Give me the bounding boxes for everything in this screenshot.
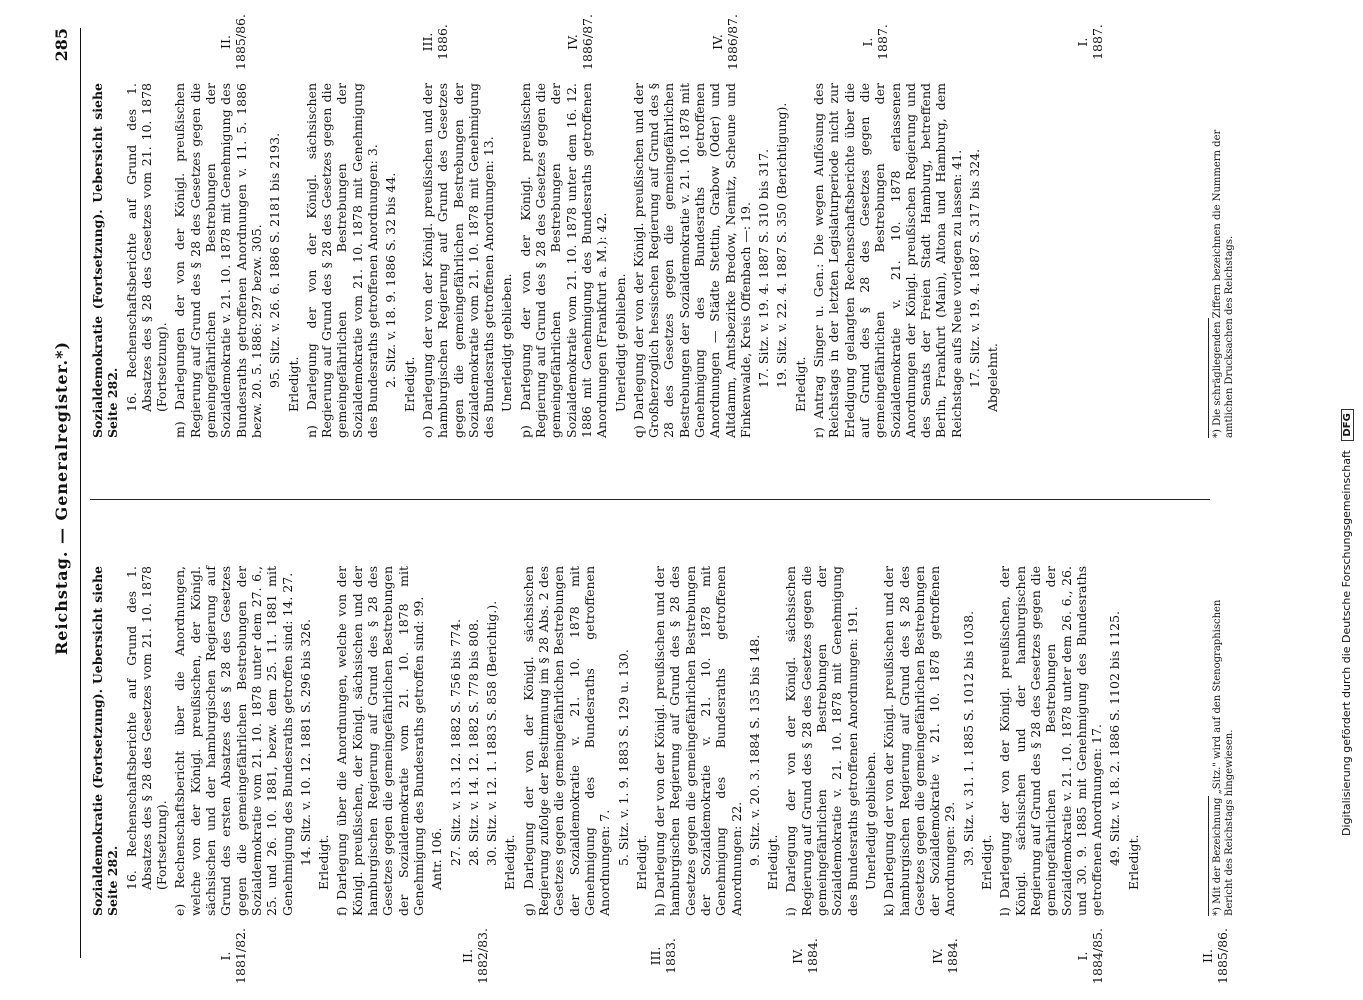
entry-n: n) Darlegung der von der Königl. sächsischen Regierung auf Grund des § 28 des Gesetzes gegen die gemeingefährlichen Bestrebungen der Sozialdemokratie vom 21. 10. 1878 mit Genehmigung des Bundesraths getroffenen Anordnungen: 3. (303, 83, 381, 438)
entry-o: o) Darlegung der von der Königl. preußischen und der hamburgischen Regierung auf Grund des Gesetzes gegen die gemeingefährlichen Bestrebungen der Sozialdemokratie vom 21. 10. 1878 mit Genehmigung des Bundesraths getroffenen Anordnungen: 13. (419, 83, 497, 438)
stamp-text (1336, 6, 1358, 836)
left-margin (90, 920, 1230, 992)
entry-status: Erledigt. (285, 356, 301, 412)
running-title: Reichstag. — Generalregister.*) (52, 340, 71, 656)
left-column (90, 566, 1200, 916)
entry-ref: 17. Sitz. v. 19. 4. 1887 S. 310 bis 317. (756, 148, 772, 388)
entry-status: Erledigt. (502, 834, 518, 890)
session-label: II. 1885/86. (1200, 928, 1230, 984)
entry-status: Erledigt. (401, 356, 417, 412)
session-label: IV. 1886/87. (710, 14, 740, 70)
session-label: I. 1884/85. (1075, 928, 1105, 984)
entry-k: k) Darlegung der von der Königl. preußischen und der hamburgischen Regierung auf Grund des § 28 des Gesetzes gegen die gemeingefährlichen Bestrebungen der Sozialdemokratie v. 21. 10. 1878 getroffenen Anordnungen: 29. (881, 566, 958, 916)
session-label: I. 1881/82. (218, 928, 248, 984)
entry-ref: 5. Sitz. v. 1. 9. 1883 S. 129 u. 130. (615, 649, 631, 866)
entry-status: Erledigt. (979, 834, 995, 890)
section-heading: Sozialdemokratie (Fortsetzung). Uebersicht siehe Seite 282. (90, 566, 121, 916)
session-label: III. 1883. (648, 938, 678, 974)
entry-i: i) Darlegung der von der Königl. sächsischen Regierung auf Grund des § 28 des Gesetzes gegen die gemeingefährlichen Bestrebungen der Sozialdemokratie v. 21. 10. 1878 mit Genehmigung des Bundesraths getroffenen Anordnungen: 191. (783, 566, 860, 916)
session-label: III. 1886. (420, 24, 450, 60)
entry-ref: 9. Sitz. v. 20. 3. 1884 S. 135 bis 148. (746, 634, 762, 866)
footnote-rule (1208, 796, 1209, 916)
stamp-caption: Digitalisierung gefördert durch die Deutsche Forschungsgemeinschaft (1340, 450, 1353, 836)
footnote-left: *) Mit der Bezeichnung „Sitz." wird auf den Stenographischen Bericht des Reichstags hingewiesen. (1212, 599, 1235, 916)
session-label: I. 1887. (860, 24, 890, 60)
entry-status: Abgelehnt. (985, 343, 1001, 412)
entry-r: r) Antrag Singer u. Gen.: Die wegen Auflösung des Reichstags in der letzten Legislaturperiode nicht zur Erledigung gelangten Rechenschaftsberichte über die auf Grund des § 28 des Gesetzes gegen die gemeingefährlichen Bestrebungen der Sozialdemokratie v. 21. 10. 1878 erlassenen Anordnungen der Königl. preußischen Regierung und des Senats der Freien Stadt Hamburg, betreffend Berlin, Frankfurt (Main), Altona und Hamburg, dem Reichstage aufs Neue vorlegen zu lassen: 41. (811, 83, 964, 438)
subsection-heading: 16. Rechenschaftsberichte auf Grund des 1. Absatzes des § 28 des Gesetzes vom 21. 10. 1878 (Fortsetzung). (123, 83, 170, 412)
entry-m: m) Darlegungen der von der Königl. preußischen Regierung auf Grund des § 28 des Gesetzes gegen die gemeingefährlichen Bestrebungen der Sozialdemokratie v. 21. 10. 1878 mit Genehmigung des Bundesraths getroffenen Anordnungen v. 11. 5. 1886 bezw. 20. 5. 1886: 297 bezw. 305. (172, 83, 264, 438)
entry-p: p) Darlegung der von der Königl. preußischen Regierung auf Grund des § 28 des Gesetzes gegen die gemeingefährlichen Bestrebungen der Sozialdemokratie vom 21. 10. 1878 unter dem 16. 12. 1886 mit Genehmigung des Bundesraths getroffenen Anordnungen (Frankfurt a. M.): 42. (517, 83, 610, 438)
entry-ref: 30. Sitz. v. 12. 1. 1883 S. 858 (Berichtig.). (484, 600, 500, 866)
page-header (52, 0, 78, 998)
entry-ref: 95. Sitz. v. 26. 6. 1886 S. 2181 bis 2193. (267, 132, 283, 388)
entry-ref: 17. Sitz. v. 19. 4. 1887 S. 317 bis 324. (967, 148, 983, 388)
right-column (90, 83, 1200, 438)
session-label: I. 1887. (1075, 24, 1105, 60)
entry-ref: 39. Sitz. v. 31. 1. 1885 S. 1012 bis 1038. (960, 610, 976, 866)
entry-ref: 49. Sitz. v. 18. 2. 1886 S. 1102 bis 1125. (1107, 610, 1123, 866)
session-label: IV. 1884. (930, 938, 960, 974)
entry-g: g) Darlegung der von der Königl. sächsischen Regierung zufolge der Bestimmung im § 28 Abs. 2 des Gesetzes gegen die gemeingefährlichen Bestrebungen der Sozialdemokratie v. 21. 10. 1878 mit Genehmigung des Bundesraths getroffenen Anordnungen: 7. (520, 566, 613, 916)
entry-status: Unerledigt geblieben. (612, 273, 628, 412)
entry-status: Erledigt. (316, 834, 332, 890)
section-heading: Sozialdemokratie (Fortsetzung). Uebersicht siehe Seite 282. (90, 83, 121, 438)
header-rule (80, 28, 81, 958)
entry-status: Erledigt. (633, 834, 649, 890)
entry-status: Erledigt. (765, 834, 781, 890)
entry-status: Erledigt. (792, 356, 808, 412)
entry-status: Erledigt. (1125, 834, 1141, 890)
entry-ref: 27. Sitz. v. 13. 12. 1882 S. 756 bis 774. (447, 618, 463, 866)
digitization-stamp (1336, 6, 1358, 836)
page-number: 285 (52, 28, 71, 62)
entry-h: h) Darlegung der von der Königl. preußischen und der hamburgischen Regierung auf Grund des § 28 des Gesetzes gegen die gemeingefährlichen Bestrebungen der Sozialdemokratie v. 21. 10. 1878 mit Genehmigung des Bundesraths getroffenen Anordnungen: 22. (652, 566, 744, 916)
footnote-right: *) Die schrägliegenden Ziffern bezeichnen die Nummern der amtlichen Drucksachen des Reichstags. (1212, 129, 1235, 438)
entry-motion: Antr. 106. (429, 827, 445, 890)
subsection-heading: 16. Rechenschaftsberichte auf Grund des 1. Absatzes des § 28 des Gesetzes vom 21. 10. 1878 (Fortsetzung). (123, 566, 170, 890)
entry-ref: 28. Sitz. v. 14. 12. 1882 S. 778 bis 808. (465, 618, 481, 866)
entry-l: l) Darlegung der von der Königl. preußischen, der Königl. sächsischen und der hamburgischen Regierung auf Grund des § 28 des Gesetzes gegen die gemeingefährlichen Bestrebungen der Sozialdemokratie v. 21. 10. 1878 unter dem 26. 6., 26. und 30. 9. 1885 mit Genehmigung des Bundesraths getroffenen Anordnungen: 17. (997, 566, 1105, 916)
entry-ref: 14. Sitz. v. 10. 12. 1881 S. 296 bis 326. (297, 618, 313, 866)
session-label: IV. 1884. (790, 938, 820, 974)
session-label: IV. 1886/87. (565, 14, 595, 70)
entry-e: e) Rechenschaftsbericht über die Anordnungen, welche von der Königl. preußischen, der Königl. sächsischen und der hamburgischen Regierung auf Grund des ersten Absatzes des § 28 des Gesetzes gegen die gemeingefährlichen Bestrebungen der Sozialdemokratie vom 21. 10. 1878 unter dem 27. 6., 25. und 26. 10. 1881, bezw. dem 25. 11. 1881 mit Genehmigung des Bundesraths getroffen sind: 14. 27. (172, 566, 295, 916)
entry-ref: 19. Sitz. v. 22. 4. 1887 S. 350 (Berichtigung). (774, 102, 790, 388)
entry-ref: 2. Sitz. v. 18. 9. 1886 S. 32 bis 44. (383, 172, 399, 388)
session-label: II. 1882/83. (460, 928, 490, 984)
entry-f: f) Darlegung über die Anordnungen, welche von der Königl. preußischen, der Königl. sächsischen und der hamburgischen Regierung auf Grund des § 28 des Gesetzes gegen die gemeingefährlichen Bestrebungen der Sozialdemokratie vom 21. 10. 1878 mit Genehmigung des Bundesraths getroffen sind: 99. (334, 566, 426, 916)
entry-status: Unerledigt geblieben. (862, 751, 878, 890)
session-label: II. 1885/86. (218, 14, 248, 70)
entry-q: q) Darlegung der von der Königl. preußischen und der Großherzoglich hessischen Regierung auf Grund des § 28 des Gesetzes gegen die gemeingefährlichen Bestrebungen der Sozialdemokratie v. 21. 10. 1878 mit Genehmigung des Bundesraths getroffenen Anordnungen — Städte Stettin, Grabow (Oder) und Altdamm, Amtsbezirke Bredow, Nemitz, Scheune und Finkenwalde, Kreis Offenbach —: 19. (630, 83, 753, 438)
footnote-rule (1208, 318, 1209, 438)
entry-status: Unerledigt geblieben. (499, 273, 515, 412)
dfg-logo: DFG (1341, 409, 1354, 440)
